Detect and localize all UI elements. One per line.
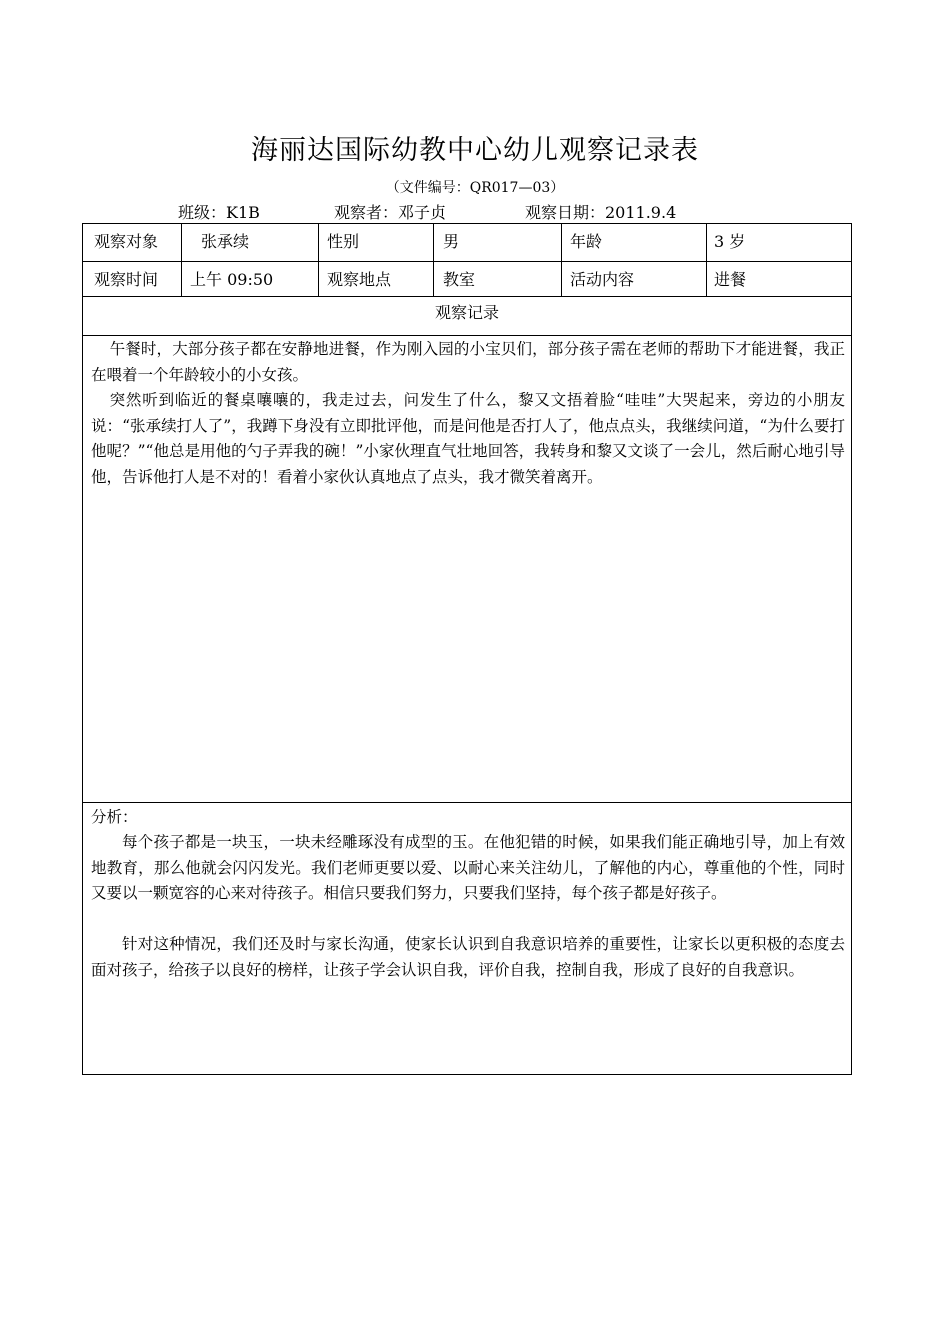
observation-date-field: 观察日期：2011.9.4: [525, 203, 677, 222]
activity-value: 进餐: [714, 270, 747, 289]
time-label: 观察时间: [94, 270, 159, 289]
table-column-divider: [318, 223, 319, 297]
place-label: 观察地点: [327, 270, 392, 289]
place-value: 教室: [443, 270, 476, 289]
table-row-divider: [82, 261, 852, 262]
analysis-label: 分析：: [91, 808, 138, 826]
subject-label: 观察对象: [94, 232, 159, 251]
analysis-paragraph: 每个孩子都是一块玉，一块未经雕琢没有成型的玉。在他犯错的时候，如果我们能正确地引导，加上有效地教育，那么他就会闪闪发光。我们老师更要以爱、以耐心来关注幼儿，了解他的内心，尊重他的个性，同时又要以一颗宽容的心来对待孩子。相信只要我们努力，只要我们坚持，每个孩子都是好孩子。: [91, 833, 845, 902]
activity-label: 活动内容: [570, 270, 635, 289]
time-value: 上午 09:50: [190, 270, 274, 289]
table-column-divider: [706, 223, 707, 297]
table-column-divider: [181, 223, 182, 297]
document-number: （文件编号：QR017—03）: [385, 180, 565, 196]
record-paragraph: 突然听到临近的餐桌嚷嚷的，我走过去，问发生了什么，黎又文捂着脸“哇哇”大哭起来，旁边的小朋友说：“张承续打人了”，我蹲下身没有立即批评他，而是问他是否打人了，他点点头，我继续问道，“为什么要打他呢？”“他总是用他的勺子弄我的碗！”小家伙理直气壮地回答，我转身和黎又文谈了一会儿，然后耐心地引导他，告诉他打人是不对的！看着小家伙认真地点了点头，我才微笑着离开。: [91, 391, 845, 486]
table-row-divider: [82, 335, 852, 336]
form-title: 海丽达国际幼教中心幼儿观察记录表: [251, 135, 699, 166]
gender-value: 男: [443, 232, 460, 251]
subject-value: 张承续: [201, 232, 250, 251]
analysis-paragraph: 针对这种情况，我们还及时与家长沟通，使家长认识到自我意识培养的重要性，让家长以更积极的态度去面对孩子，给孩子以良好的榜样，让孩子学会认识自我，评价自我，控制自我，形成了良好的自我意识。: [91, 935, 845, 979]
class-field: 班级：K1B: [178, 203, 260, 222]
table-column-divider: [561, 223, 562, 297]
record-paragraph: 午餐时，大部分孩子都在安静地进餐，作为刚入园的小宝贝们，部分孩子需在老师的帮助下才能进餐，我正在喂着一个年龄较小的小女孩。: [91, 340, 845, 384]
age-label: 年龄: [570, 232, 603, 251]
observation-record-heading: 观察记录: [434, 303, 499, 322]
age-value: 3 岁: [714, 232, 746, 251]
table-column-divider: [433, 223, 434, 297]
observer-field: 观察者：邓子贞: [334, 203, 447, 222]
gender-label: 性别: [327, 232, 360, 251]
table-row-divider: [82, 802, 852, 803]
table-row-divider: [82, 296, 852, 297]
